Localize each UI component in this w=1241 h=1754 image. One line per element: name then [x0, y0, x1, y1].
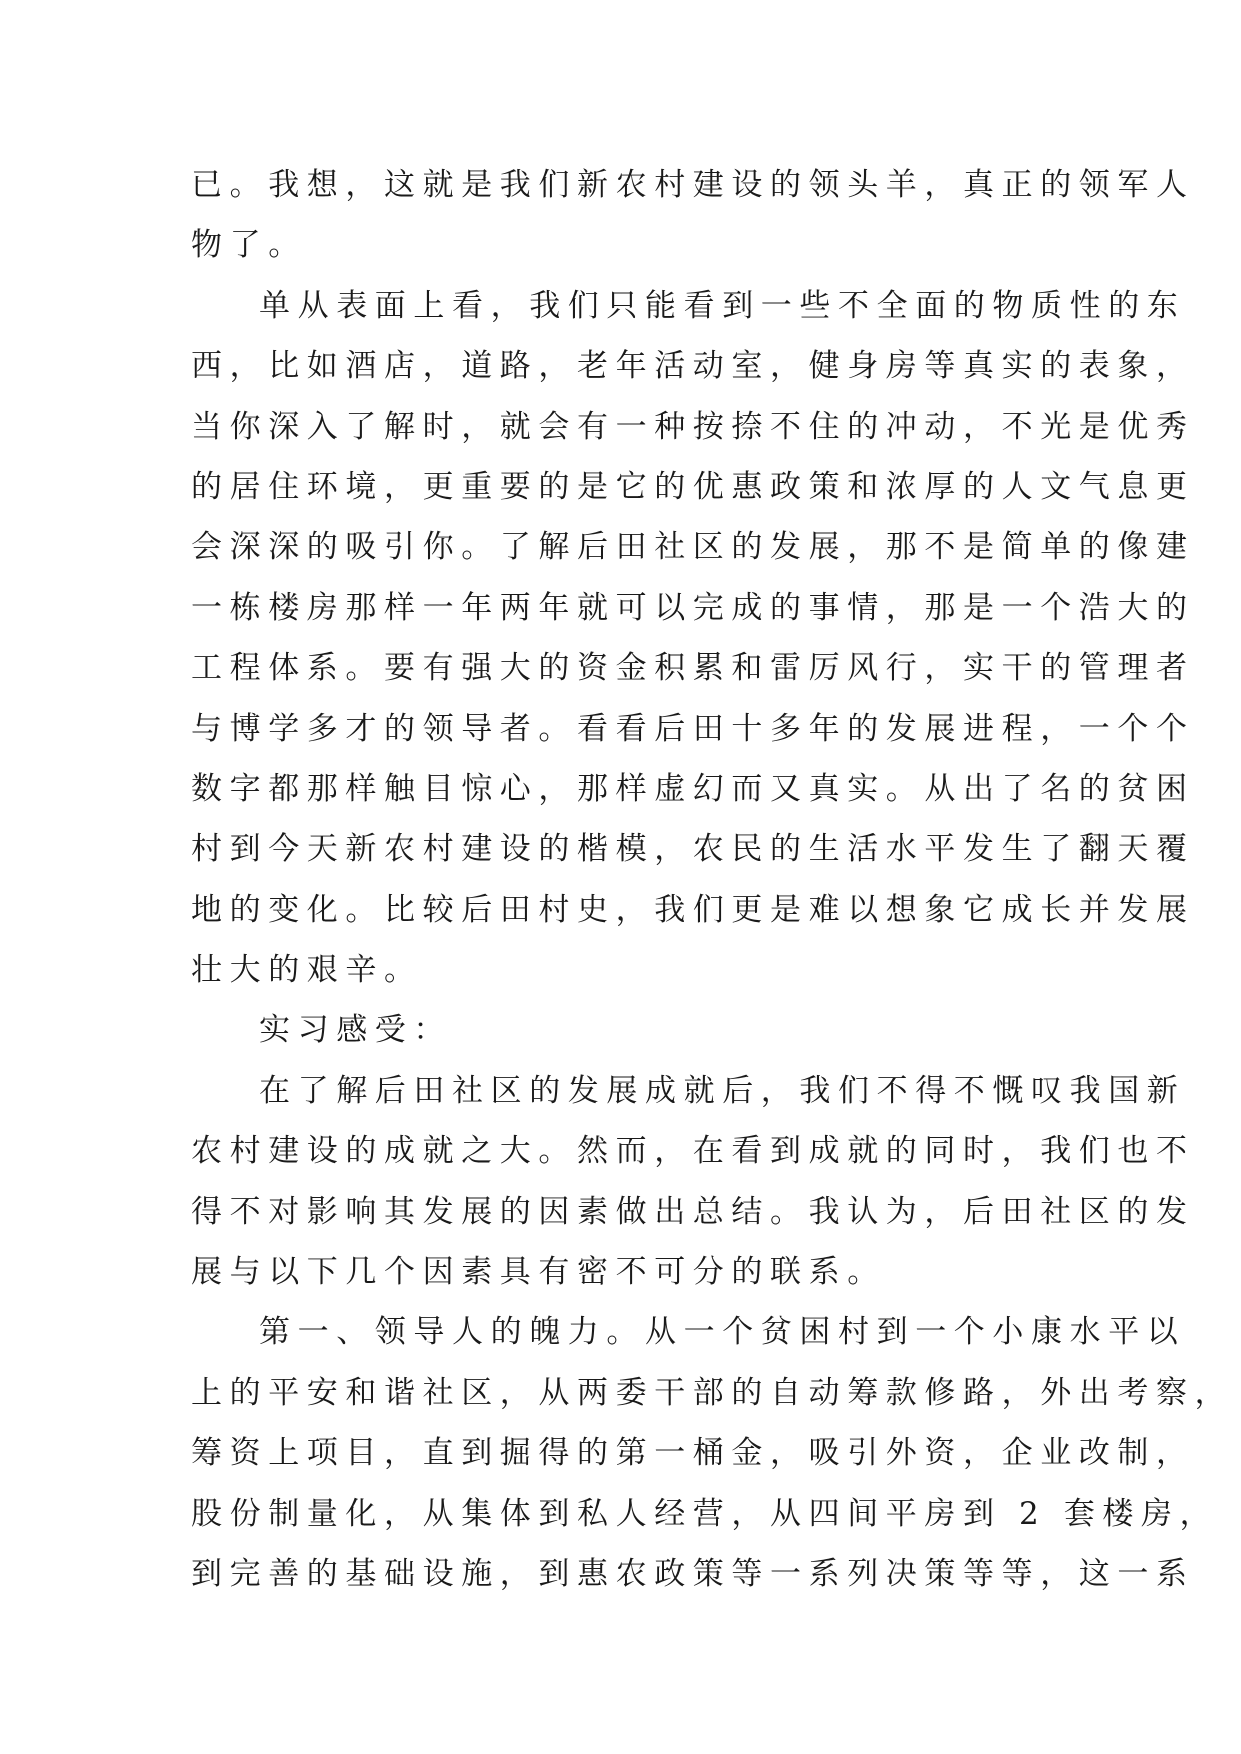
text-line: 一栋楼房那样一年两年就可以完成的事情，那是一个浩大的	[191, 589, 1195, 626]
text-line: 农村建设的成就之大。然而，在看到成就的同时，我们也不	[191, 1133, 1195, 1170]
text-line: 工程体系。要有强大的资金积累和雷厉风行，实干的管理者	[191, 650, 1195, 687]
text-line: 展与以下几个因素具有密不可分的联系。	[191, 1254, 886, 1291]
text-line: 得不对影响其发展的因素做出总结。我认为，后田社区的发	[191, 1193, 1195, 1230]
text-line: 壮大的艰辛。	[191, 952, 423, 989]
text-line: 数字都那样触目惊心，那样虚幻而又真实。从出了名的贫困	[191, 770, 1195, 807]
text-line: 在了解后田社区的发展成就后，我们不得不慨叹我国新	[259, 1072, 1186, 1109]
text-line: 村到今天新农村建设的楷模，农民的生活水平发生了翻天覆	[191, 831, 1195, 868]
text-line: 地的变化。比较后田村史，我们更是难以想象它成长并发展	[191, 891, 1195, 928]
text-line: 的居住环境，更重要的是它的优惠政策和浓厚的人文气息更	[191, 468, 1195, 505]
text-line: 实习感受：	[259, 1012, 452, 1049]
text-line: 物了。	[191, 227, 307, 264]
text-line: 当你深入了解时，就会有一种按捺不住的冲动，不光是优秀	[191, 408, 1195, 445]
text-line: 已。我想，这就是我们新农村建设的领头羊，真正的领军人	[191, 167, 1195, 203]
text-line: 西，比如酒店，道路，老年活动室，健身房等真实的表象，	[191, 348, 1195, 385]
text-line: 会深深的吸引你。了解后田社区的发展，那不是简单的像建	[191, 529, 1195, 566]
text-line: 第一、领导人的魄力。从一个贫困村到一个小康水平以	[259, 1314, 1186, 1351]
text-line: 筹资上项目，直到掘得的第一桶金，吸引外资，企业改制，	[191, 1435, 1195, 1472]
text-line: 与博学多才的领导者。看看后田十多年的发展进程，一个个	[191, 710, 1195, 747]
text-line: 股份制量化，从集体到私人经营，从四间平房到 2 套楼房，	[191, 1495, 1219, 1532]
body-text	[191, 155, 1234, 1604]
text-line: 到完善的基础设施，到惠农政策等一系列决策等等，这一系	[191, 1555, 1195, 1592]
text-line: 上的平安和谐社区，从两委干部的自动筹款修路，外出考察，	[191, 1374, 1234, 1411]
text-line: 单从表面上看，我们只能看到一些不全面的物质性的东	[259, 287, 1186, 324]
